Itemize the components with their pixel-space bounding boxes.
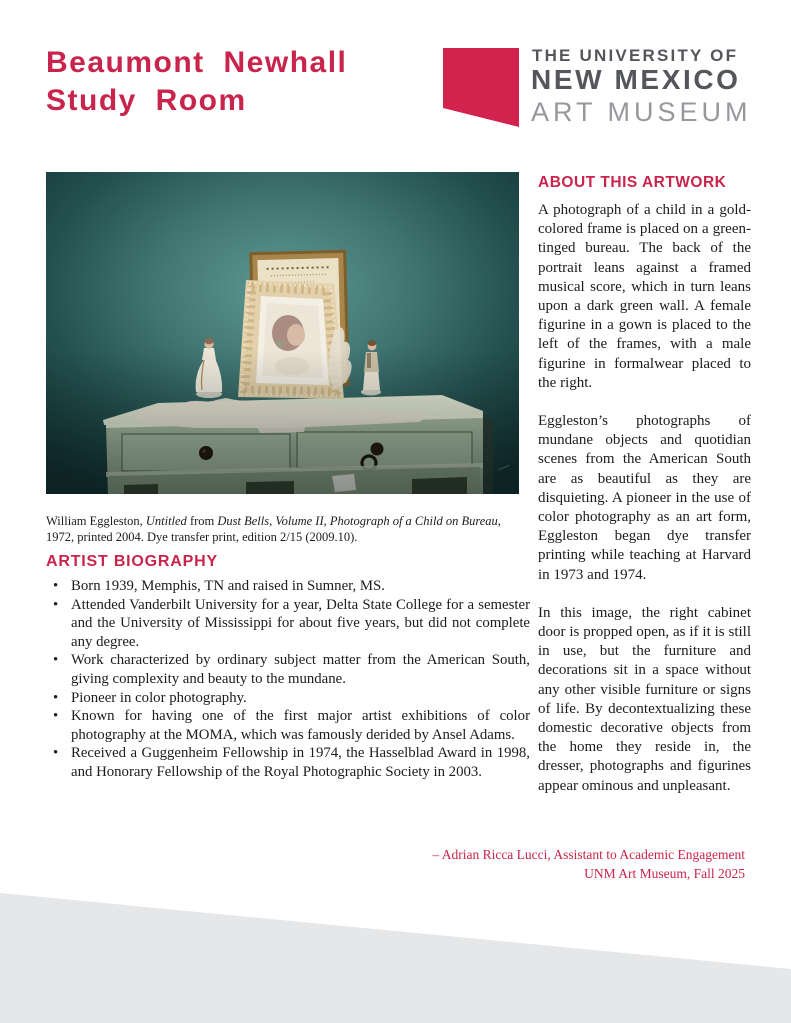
unm-logo-line1: THE UNIVERSITY OF bbox=[532, 46, 739, 65]
about-artwork-section bbox=[538, 174, 751, 815]
artwork-photo bbox=[46, 172, 519, 494]
caption-part2: from bbox=[186, 513, 218, 528]
caption-italic2: Dust Bells, Volume II, Photograph of a Child on Bureau bbox=[217, 513, 498, 528]
bio-bullet: • Known for having one of the first major artist exhibitions of color photography at the MOMA, which was famously derided by Ansel Adams. bbox=[46, 707, 530, 744]
artist-biography-list bbox=[46, 577, 530, 782]
attribution-line1: – Adrian Ricca Lucci, Assistant to Academic Engagement bbox=[432, 847, 745, 862]
artist-biography-heading: ARTIST BIOGRAPHY bbox=[46, 553, 218, 570]
footer-wedge bbox=[0, 890, 791, 1023]
attribution-line2: UNM Art Museum, Fall 2025 bbox=[584, 865, 745, 881]
bio-bullet: • Received a Guggenheim Fellowship in 1974, the Hasselblad Award in 1998, and Honorary Fellowship of the Royal Photographic Society in 2003. bbox=[46, 744, 530, 781]
bio-bullet: • Born 1939, Memphis, TN and raised in Sumner, MS. bbox=[46, 577, 530, 596]
photo-vignette bbox=[46, 172, 519, 494]
bio-bullet: • Work characterized by ordinary subject matter from the American South, giving complexity and beauty to the mundane. bbox=[46, 651, 530, 688]
about-paragraph: Eggleston’s photographs of mundane objects and quotidian scenes from the American South are as beautiful as they are disquieting. A pioneer in the use of color photography as an art form, Eggleston began dye transfer printing while teaching at Harvard in 1973 and 1974. bbox=[538, 413, 751, 583]
page-title-line1: Beaumont Newhall bbox=[46, 46, 348, 79]
about-artwork-heading: ABOUT THIS ARTWORK bbox=[538, 174, 727, 191]
artwork-caption bbox=[46, 513, 524, 545]
unm-logo-line3: ART MUSEUM bbox=[531, 97, 752, 127]
unm-logo-line2: NEW MEXICO bbox=[531, 64, 741, 95]
caption-italic1: Untitled bbox=[145, 513, 187, 528]
page-title-line2: Study Room bbox=[46, 84, 247, 117]
about-paragraph: A photograph of a child in a gold-colored frame is placed on a green-tinged bureau. The back of the portrait leans against a framed musical score, which in turn leans upon a dark green wall. A female figurine in a gown is placed to the left of the frames, with a male figurine in formalwear placed to the right. bbox=[538, 202, 751, 391]
attribution bbox=[300, 846, 745, 883]
caption-part1: William Eggleston, bbox=[46, 513, 146, 528]
page-title bbox=[46, 44, 466, 120]
bio-bullet: • Attended Vanderbilt University for a year, Delta State College for a semester and the University of Mississippi for about five years, but did not complete any degree. bbox=[46, 596, 530, 652]
bio-bullet: • Pioneer in color photography. bbox=[46, 689, 530, 708]
about-paragraph: In this image, the right cabinet door is propped open, as if it is still in use, but the furniture and decorations sit in a space without any other visible furniture or signs of life. By decontextualizing these domestic decorative objects from the home they reside in, the dresser, photographs and figurines appear ominous and unpleasant. bbox=[538, 604, 751, 794]
caption-part3: , 1972, printed 2004. Dye transfer print, edition 2/15 (2009.10). bbox=[46, 513, 501, 544]
